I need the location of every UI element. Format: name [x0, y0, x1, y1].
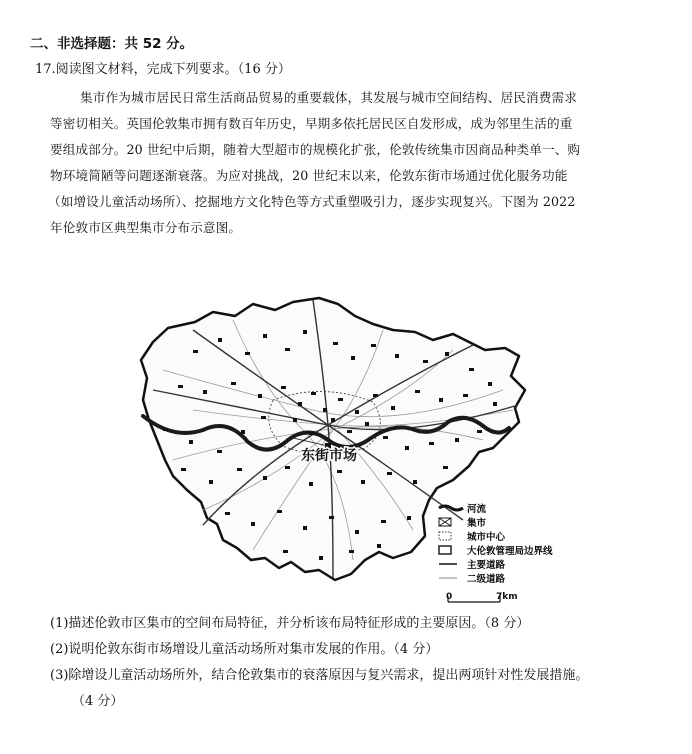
legend-main-road-label: 主要道路 [467, 560, 506, 571]
material-line: 年伦敦市区典型集市分布示意图。 [50, 220, 242, 235]
material-line: 集市作为城市居民日常生活商品贸易的重要载体，其发展与城市空间结构、居民消费需求 [80, 90, 578, 105]
sub-question-1: (1)描述伦敦市区集市的空间布局特征，并分析该布局特征形成的主要原因。（8 分） [50, 616, 530, 631]
sub-question-3: (3)除增设儿童活动场所外，结合伦敦集市的衰落原因与复兴需求，提出两项针对性发展措施。 [50, 668, 589, 683]
scale-zero: 0 [446, 592, 453, 602]
scale-end: 7km [496, 592, 518, 602]
legend-boundary-label: 大伦敦管理局边界线 [467, 546, 553, 557]
east-street-market-label: 东街市场 [301, 448, 357, 464]
legend-secondary-road-label: 二级道路 [467, 574, 506, 585]
legend-river-symbol [439, 506, 463, 510]
legend-market-label: 集市 [467, 518, 487, 529]
london-market-map [133, 290, 573, 590]
material-line: 物环境简陋等问题逐渐衰落。为应对挑战，20 世纪末以来，伦敦东街市场通过优化服务功能 [50, 168, 568, 183]
legend-city-center-symbol [439, 532, 451, 540]
material-line: 要组成部分。20 世纪中后期，随着大型超市的规模化扩张，伦敦传统集市因商品种类单一、购 [50, 142, 581, 157]
sub-question-2: (2)说明伦敦东街市场增设儿童活动场所对集市发展的作用。（4 分） [50, 642, 439, 657]
legend-city-center-label: 城市中心 [467, 532, 506, 543]
material-line: （如增设儿童活动场所）、挖掘地方文化特色等方式重塑吸引力，逐步实现复兴。下图为 2022 [48, 194, 576, 209]
scale-bar [440, 588, 560, 610]
material-line: 等密切相关。英国伦敦集市拥有数百年历史，早期多依托居民区自发形成，成为邻里生活的重 [50, 116, 573, 131]
legend-river-label: 河流 [467, 504, 487, 515]
legend-boundary-symbol [439, 546, 451, 554]
question-stem: 17.阅读图文材料，完成下列要求。（16 分） [35, 62, 291, 77]
sub-question-3-points: （4 分） [72, 694, 124, 709]
section-title: 二、非选择题：共 52 分。 [30, 36, 194, 52]
